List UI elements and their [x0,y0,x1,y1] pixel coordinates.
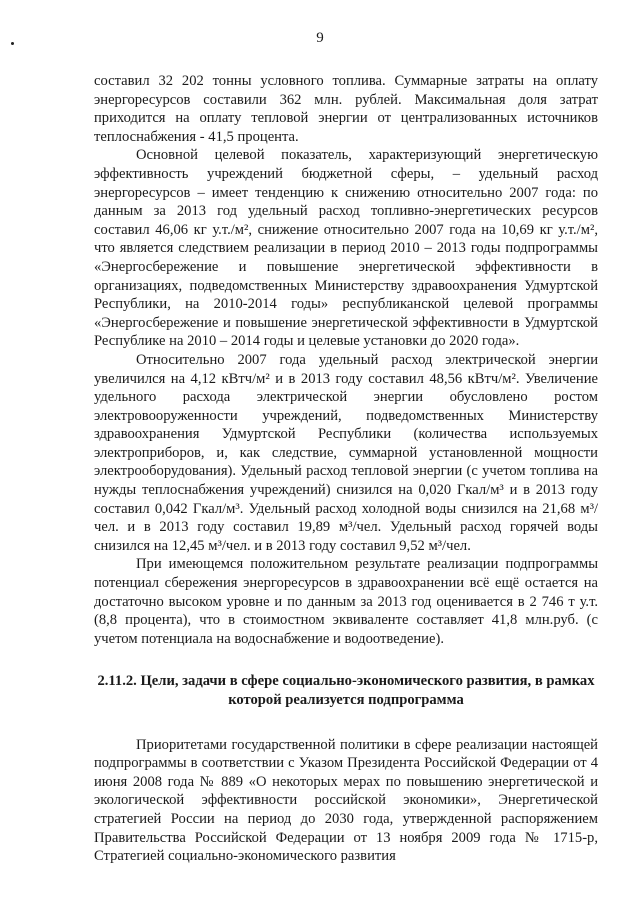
section-heading: 2.11.2. Цели, задачи в сфере социально-экономического развития, в рамках которой реализуется подпрограмма [97,673,595,708]
paragraph-consumption-summary: составил 32 202 тонны условного топлива. Суммарные затраты на оплату энергоресурсов составили 362 млн. рублей. Максимальная доля затрат приходится на оплату тепловой энергии от централизованных источников теплоснабжения - 41,5 процента. [94,73,598,145]
paragraph-saving-potential: При имеющемся положительном результате реализации подпрограммы потенциал сбережения энергоресурсов в здравоохранении всё ещё остается на достаточно высоком уровне и по данным за 2013 год оценивается в 2 746 т у.т. (8,8 процента), что в стоимостном эквиваленте составляет 41,8 млн.руб. (с учетом потенциала на водоснабжение и водоотведение). [94,556,598,647]
document-body [94,72,598,866]
page-number: 9 [316,30,324,46]
paragraph-policy-priorities: Приоритетами государственной политики в сфере реализации настоящей подпрограммы в соответствии с Указом Президента Российской Федерации от 4 июня 2008 года № 889 «О некоторых мерах по повышению энергетической и экологической эффективности российской экономики», Энергетической стратегией России на период до 2030 года, утвержденной распоряжением Правительства Российской Федерации от 13 ноября 2009 года № 1715-р, Стратегией социально-экономического развития [94,736,598,865]
paragraph-electric-energy: Относительно 2007 года удельный расход электрической энергии увеличился на 4,12 кВтч/м² и в 2013 году составил 48,56 кВтч/м². Увеличение удельного расхода электрической энергии обусловлено ростом электровооруженности учреждений, подведомственных Министерству здравоохранения Удмуртской Республики (количества используемых электроприборов, и, как следствие, суммарной установленной мощности электрооборудования). Удельный расход тепловой энергии (с учетом топлива на нужды теплоснабжения учреждений) снизился на 0,020 Гкал/м³ и в 2013 году составил 0,042 Гкал/м³. Удельный расход холодной воды снизился на 21,68 м³/чел. и в 2013 году составил 19,89 м³/чел. Удельный расход горячей воды снизился на 12,45 м³/чел. и в 2013 году составил 9,52 м³/чел. [94,351,598,554]
paragraph-target-indicator: Основной целевой показатель, характеризующий энергетическую эффективность учреждений бюджетной сферы, – удельный расход энергоресурсов – имеет тенденцию к снижению относительно 2007 года: по данным за 2013 год удельный расход топливно-энергетических ресурсов составил 46,06 кг у.т./м², снижение относительно 2007 года на 10,69 кг у.т./м², что является следствием реализации в период 2010 – 2013 годы подпрограммы «Энергосбережение и повышение энергетической эффективности в организациях, подведомственных Министерству здравоохранения Удмуртской Республики, на 2010-2014 годы» республиканской целевой программы «Энергосбережение и повышение энергетической эффективности в Удмуртской Республике на 2010 – 2014 годы и целевые установки до 2020 года». [94,147,598,350]
